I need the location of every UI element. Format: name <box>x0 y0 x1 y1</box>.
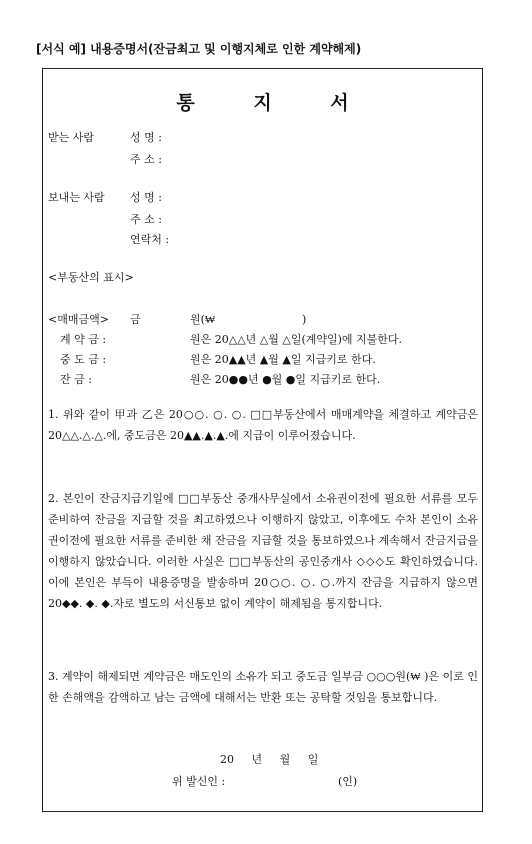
price-amount-label: 금 <box>130 313 141 326</box>
footer-seal: (인) <box>338 775 358 788</box>
paragraph-2: 2. 본인이 잔금지급기일에 □□부동산 중개사무실에서 소유권이전에 필요한 서류를 모두 준비하여 잔금을 지급할 것을 최고하였으나 이행하지 않았고, 이후에도 수차 본인이 소유권이전에 필요한 서류를 준비한 채 잔금을 지급할 것을 통보하였으나 계속해서 잔금지급을 이행하지 않았습니다. 이러한 사실은 □□부동산의 공인중개사 ◇◇◇도 확인하였습니다. 이에 본인은 부득이 내용증명을 발송하며 20○○. ○. ○.까지 잔금을 지급하지 않으면 20◆◆. ◆. ◆.자로 별도의 서신통보 없이 계약이 해제됨을 통지합니다. <box>48 492 478 610</box>
property-heading: <부동산의 표시> <box>48 271 134 284</box>
balance-text: 원은 20●●년 ●월 ●일 지급키로 한다. <box>190 373 381 386</box>
interim-payment-label: 중 도 금 : <box>60 353 107 366</box>
sender-address-label: 주 소 : <box>130 213 162 226</box>
form-heading: [서식 예] 내용증명서(잔금최고 및 이행지체로 인한 계약해제) <box>36 42 362 56</box>
price-label: <매매금액> <box>48 313 109 326</box>
deposit-text: 원은 20△△년 △월 △일(계약일)에 지불한다. <box>190 333 403 346</box>
deposit-label: 계 약 금 : <box>60 333 107 346</box>
recipient-name-label: 성 명 : <box>130 131 162 144</box>
paragraph-1: 1. 위와 같이 甲과 乙은 20○○. ○. ○. □□부동산에서 매매계약을 체결하고 계약금은 20△△.△.△.에, 중도금은 20▲▲.▲.▲.에 지급이 이루어졌습니다. <box>48 408 478 442</box>
recipient-label: 받는 사람 <box>48 131 95 144</box>
price-close-paren: ) <box>302 313 307 326</box>
balance-label: 잔 금 : <box>60 373 92 386</box>
sender-label: 보내는 사람 <box>48 191 105 204</box>
sender-name-label: 성 명 : <box>130 191 162 204</box>
price-won-text: 원(₩ <box>190 313 216 326</box>
interim-payment-text: 원은 20▲▲년 ▲월 ▲일 지급키로 한다. <box>190 353 376 366</box>
footer-sender-line: 위 발신인 : <box>172 775 226 788</box>
footer-date: 20 년 월 일 <box>220 753 319 766</box>
sender-contact-label: 연락처 : <box>130 233 170 246</box>
document-title: 통 지 서 <box>176 92 375 114</box>
paragraph-3: 3. 계약이 해제되면 계약금은 매도인의 소유가 되고 중도금 일부금 ○○○원(₩ )은 이로 인한 손해액을 감액하고 남는 금액에 대해서는 반환 또는 공탁할 것임을 통보합니다. <box>48 670 478 704</box>
recipient-address-label: 주 소 : <box>130 153 162 166</box>
